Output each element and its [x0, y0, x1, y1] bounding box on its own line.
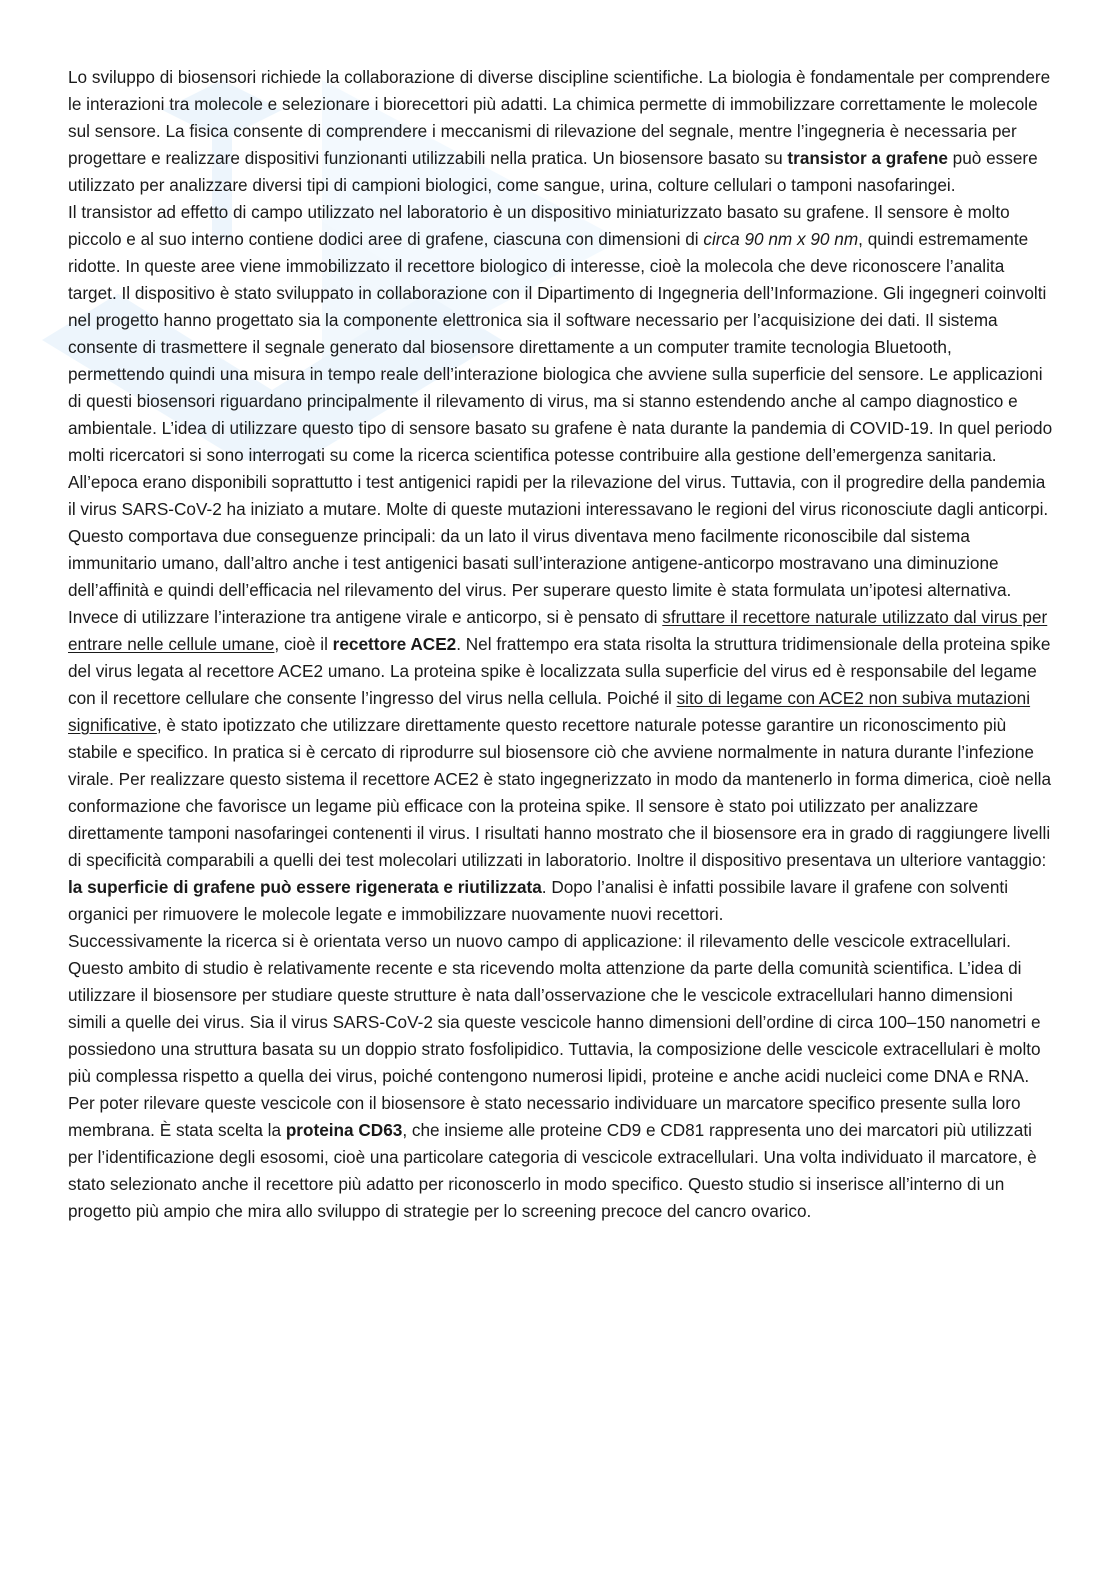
- underlined-text: sito di legame con ACE2 non subiva mutazioni significative: [68, 688, 1031, 735]
- text-run: Successivamente la ricerca si è orientata verso un nuovo campo di applicazione: il rilevamento delle vescicole extracellulari. Questo ambito di studio è relativamente recente e sta ricevendo molta attenzione da parte della comunità scientifica. L’idea di utilizzare il biosensore per studiare queste strutture è nata dall’osservazione che le vescicole extracellulari hanno dimensioni simili a quelle dei virus. Sia il virus SARS-CoV-2 sia queste vescicole hanno dimensioni dell’ordine di circa 100–150 nanometri e possiedono una struttura basata su un doppio strato fosfolipidico. Tuttavia, la composizione delle vescicole extracellulari è molto più complessa rispetto a quella dei virus, poiché contengono numerosi lipidi, proteine e anche acidi nucleici come DNA e RNA. Per poter rilevare queste vescicole con il biosensore è stato necessario individuare un marcatore specifico presente sulla loro membrana. È stata scelta la: [68, 931, 1041, 1140]
- text-run: . Dopo l’analisi è infatti possibile lavare il grafene con solventi organici per rimuovere le molecole legate e immobilizzare nuovamente nuovi recettori.: [68, 877, 1009, 924]
- text-run: . Nel frattempo era stata risolta la struttura tridimensionale della proteina spike del virus legata al recettore ACE2 umano. La proteina spike è localizzata sulla superficie del virus ed è responsabile del legame con il recettore cellulare che consente l’ingresso del virus nella cellula. Poiché il: [68, 634, 1051, 708]
- document-body: [68, 64, 1053, 1225]
- underlined-text: sfruttare il recettore naturale utilizzato dal virus per entrare nelle cellule umane: [68, 607, 1048, 654]
- bold-text: recettore ACE2: [332, 634, 457, 654]
- text-run: Il transistor ad effetto di campo utilizzato nel laboratorio è un dispositivo miniaturizzato basato su grafene. Il sensore è molto piccolo e al suo interno contiene dodici aree di grafene, ciascuna con dimensioni di: [68, 202, 1010, 249]
- bold-text: proteina CD63: [285, 1120, 403, 1140]
- bold-text: transistor a grafene: [787, 148, 948, 168]
- paragraph: [68, 928, 1053, 1225]
- text-run: Lo sviluppo di biosensori richiede la collaborazione di diverse discipline scientifiche. La biologia è fondamentale per comprendere le interazioni tra molecole e selezionare i biorecettori più adatti. La chimica permette di immobilizzare correttamente le molecole sul sensore. La fisica consente di comprendere i meccanismi di rilevazione del segnale, mentre l’ingegneria è necessaria per progettare e realizzare dispositivi funzionanti utilizzabili nella pratica. Un biosensore basato su: [68, 67, 1051, 168]
- bold-text: la superficie di grafene può essere rigenerata e riutilizzata: [68, 877, 542, 897]
- paragraph: [68, 199, 1053, 928]
- text-run: , cioè il: [274, 634, 333, 654]
- text-run: , è stato ipotizzato che utilizzare direttamente questo recettore naturale potesse garantire un riconoscimento più stabile e specifico. In pratica si è cercato di riprodurre sul biosensore ciò che avviene normalmente in natura durante l’infezione virale. Per realizzare questo sistema il recettore ACE2 è stato ingegnerizzato in modo da mantenerlo in forma dimerica, cioè nella conformazione che favorisce un legame più efficace con la proteina spike. Il sensore è stato poi utilizzato per analizzare direttamente tamponi nasofaringei contenenti il virus. I risultati hanno mostrato che il biosensore era in grado di raggiungere livelli di specificità comparabili a quelli dei test molecolari utilizzati in laboratorio. Inoltre il dispositivo presentava un ulteriore vantaggio:: [68, 715, 1052, 870]
- text-run: , che insieme alle proteine CD9 e CD81 rappresenta uno dei marcatori più utilizzati per l’identificazione degli esosomi, cioè una particolare categoria di vescicole extracellulari. Una volta individuato il marcatore, è stato selezionato anche il recettore più adatto per riconoscerlo in modo specifico. Questo studio si inserisce all’interno di un progetto più ampio che mira allo sviluppo di strategie per lo screening precoce del cancro ovarico.: [68, 1120, 1037, 1221]
- text-run: può essere utilizzato per analizzare diversi tipi di campioni biologici, come sangue, urina, colture cellulari o tamponi nasofaringei.: [68, 148, 1038, 195]
- text-run: , quindi estremamente ridotte. In queste aree viene immobilizzato il recettore biologico di interesse, cioè la molecola che deve riconoscere l’analita target. Il dispositivo è stato sviluppato in collaborazione con il Dipartimento di Ingegneria dell’Informazione. Gli ingegneri coinvolti nel progetto hanno progettato sia la componente elettronica sia il software necessario per l’acquisizione dei dati. Il sistema consente di trasmettere il segnale generato dal biosensore direttamente a un computer tramite tecnologia Bluetooth, permettendo quindi una misura in tempo reale dell’interazione biologica che avviene sulla superficie del sensore. Le applicazioni di questi biosensori riguardano principalmente il rilevamento di virus, ma si stanno estendendo anche al campo diagnostico e ambientale. L’idea di utilizzare questo tipo di sensore basato su grafene è nata durante la pandemia di COVID-19. In quel periodo molti ricercatori si sono interrogati su come la ricerca scientifica potesse contribuire alla gestione dell’emergenza sanitaria. All’epoca erano disponibili soprattutto i test antigenici rapidi per la rilevazione del virus. Tuttavia, con il progredire della pandemia il virus SARS-CoV-2 ha iniziato a mutare. Molte di queste mutazioni interessavano le regioni del virus riconosciute dagli anticorpi. Questo comportava due conseguenze principali: da un lato il virus diventava meno facilmente riconoscibile dal sistema immunitario umano, dall’altro anche i test antigenici basati sull’interazione antigene-anticorpo mostravano una diminuzione dell’affinità e quindi dell’efficacia nel rilevamento del virus. Per superare questo limite è stata formulata un’ipotesi alternativa. Invece di utilizzare l’interazione tra antigene virale e anticorpo, si è pensato di: [68, 229, 1053, 627]
- paragraph: [68, 64, 1053, 199]
- italic-text: circa 90 nm x 90 nm: [703, 229, 859, 249]
